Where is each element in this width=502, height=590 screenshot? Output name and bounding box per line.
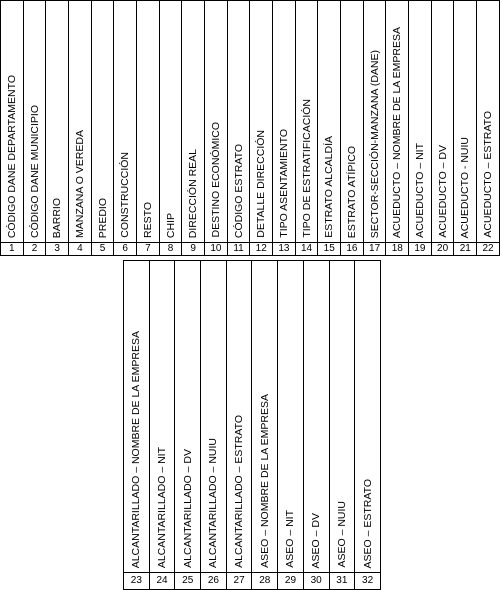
field-label-cell: [201, 261, 227, 573]
field-number: 1: [1, 243, 24, 256]
field-label: ASEO – ESTRATO: [361, 478, 374, 568]
field-number: 16: [341, 243, 364, 256]
field-label-cell: [295, 1, 318, 243]
field-label-cell: [175, 261, 201, 573]
field-number: 14: [295, 243, 318, 256]
field-number: 6: [114, 243, 137, 256]
field-number-row: [124, 573, 381, 590]
field-number: 3: [46, 243, 69, 256]
field-number: 20: [431, 243, 454, 256]
field-label: CONSTRUCCIÓN: [118, 152, 131, 238]
field-number: 17: [363, 243, 386, 256]
field-label: SECTOR-SECCIÓN-MANZANA (DANE): [368, 49, 381, 238]
field-number: 18: [386, 243, 409, 256]
field-header-table-bottom: [123, 260, 381, 590]
field-number: 4: [69, 243, 92, 256]
field-label-cell: [137, 1, 160, 243]
field-label: ACUEDUCTO – NOMBRE DE LA EMPRESA: [391, 26, 403, 238]
field-number: 30: [303, 573, 329, 590]
field-number: 5: [91, 243, 114, 256]
field-label: TIPO DE ESTRATIFICACIÓN: [300, 99, 313, 238]
field-number: 22: [477, 243, 500, 256]
field-label: ACUEDUCTO – ESTRATO: [481, 111, 494, 238]
field-label-cell: [477, 1, 500, 243]
field-label-cell: [386, 1, 409, 243]
field-label-cell: [318, 1, 341, 243]
field-label: TIPO ASENTAMIENTO: [277, 129, 290, 238]
field-label-cell: [1, 1, 24, 243]
field-number: 9: [182, 243, 205, 256]
field-label: ASEO – NOMBRE DE LA EMPRESA: [258, 394, 271, 568]
field-label-cell: [46, 1, 69, 243]
field-label-cell: [227, 1, 250, 243]
field-label: PREDIO: [96, 197, 109, 238]
field-label: CÓDIGO ESTRATO: [232, 143, 245, 238]
field-label-cell: [273, 1, 296, 243]
field-label-cell: [431, 1, 454, 243]
field-number: 23: [124, 573, 150, 590]
field-number: 19: [409, 243, 432, 256]
field-number: 12: [250, 243, 273, 256]
field-number: 15: [318, 243, 341, 256]
field-label: CÓDIGO DANE MUNICIPIO: [28, 104, 41, 238]
field-number: 13: [273, 243, 296, 256]
field-label-row: [124, 261, 381, 573]
field-label-cell: [124, 261, 150, 573]
field-number: 21: [454, 243, 477, 256]
field-label-cell: [91, 1, 114, 243]
field-number: 27: [226, 573, 252, 590]
field-label: ASEO – NIT: [284, 510, 297, 568]
field-number: 24: [149, 573, 175, 590]
field-label-cell: [226, 261, 252, 573]
field-label-cell: [303, 261, 329, 573]
field-label-cell: [182, 1, 205, 243]
field-label-cell: [23, 1, 46, 243]
field-label-cell: [363, 1, 386, 243]
field-number: 11: [227, 243, 250, 256]
field-label: ALCANTARILLADO – NOMBRE DE LA EMPRESA: [130, 330, 143, 568]
field-label: DIRECCIÓN REAL: [186, 148, 199, 238]
field-number: 8: [159, 243, 182, 256]
field-number: 31: [329, 573, 355, 590]
field-label: ACUEDUCTO – DV: [436, 145, 449, 238]
field-label: CHIP: [164, 212, 177, 238]
field-label: BARRIO: [50, 197, 63, 238]
field-label-cell: [355, 261, 381, 573]
field-label: ASEO – DV: [309, 512, 322, 568]
field-label-cell: [409, 1, 432, 243]
field-label: ALCANTARILLADO – NIT: [155, 446, 168, 568]
field-number: 7: [137, 243, 160, 256]
field-label-cell: [149, 261, 175, 573]
field-label: DESTINO ECONÓMICO: [209, 122, 222, 238]
field-number: 26: [201, 573, 227, 590]
field-label: ASEO – NUIU: [335, 501, 348, 568]
field-label-cell: [159, 1, 182, 243]
field-number: 29: [278, 573, 304, 590]
field-label: ALCANTARILLADO – NUIU: [207, 438, 220, 568]
field-label: MANZANA O VEREDA: [73, 130, 86, 238]
field-header-table-top: [0, 0, 500, 256]
field-label-cell: [329, 261, 355, 573]
field-label-cell: [278, 261, 304, 573]
field-label: ACUEDUCTO – NIT: [413, 143, 426, 238]
field-label-cell: [205, 1, 228, 243]
field-label-cell: [69, 1, 92, 243]
field-label-cell: [252, 261, 278, 573]
field-number: 2: [23, 243, 46, 256]
field-label: CÓDIGO DANE DEPARTAMENTO: [5, 74, 18, 238]
field-label: ALCANTARILLADO – DV: [181, 449, 194, 568]
field-number: 28: [252, 573, 278, 590]
field-label: DETALLE DIRECCIÓN: [254, 130, 267, 238]
field-label: ESTRATO ATÍPICO: [345, 145, 358, 238]
field-label-cell: [250, 1, 273, 243]
field-label-row: [1, 1, 500, 243]
field-label: ACUEDUCTO - NUIU: [459, 136, 472, 238]
field-label: ALCANTARILLADO – ESTRATO: [232, 415, 245, 568]
field-number: 32: [355, 573, 381, 590]
field-label-cell: [341, 1, 364, 243]
field-number: 10: [205, 243, 228, 256]
field-number: 25: [175, 573, 201, 590]
field-number-row: [1, 243, 500, 256]
field-label-cell: [454, 1, 477, 243]
field-label: RESTO: [141, 202, 154, 238]
field-label-cell: [114, 1, 137, 243]
field-label: ESTRATO ALCALDÍA: [322, 136, 335, 238]
